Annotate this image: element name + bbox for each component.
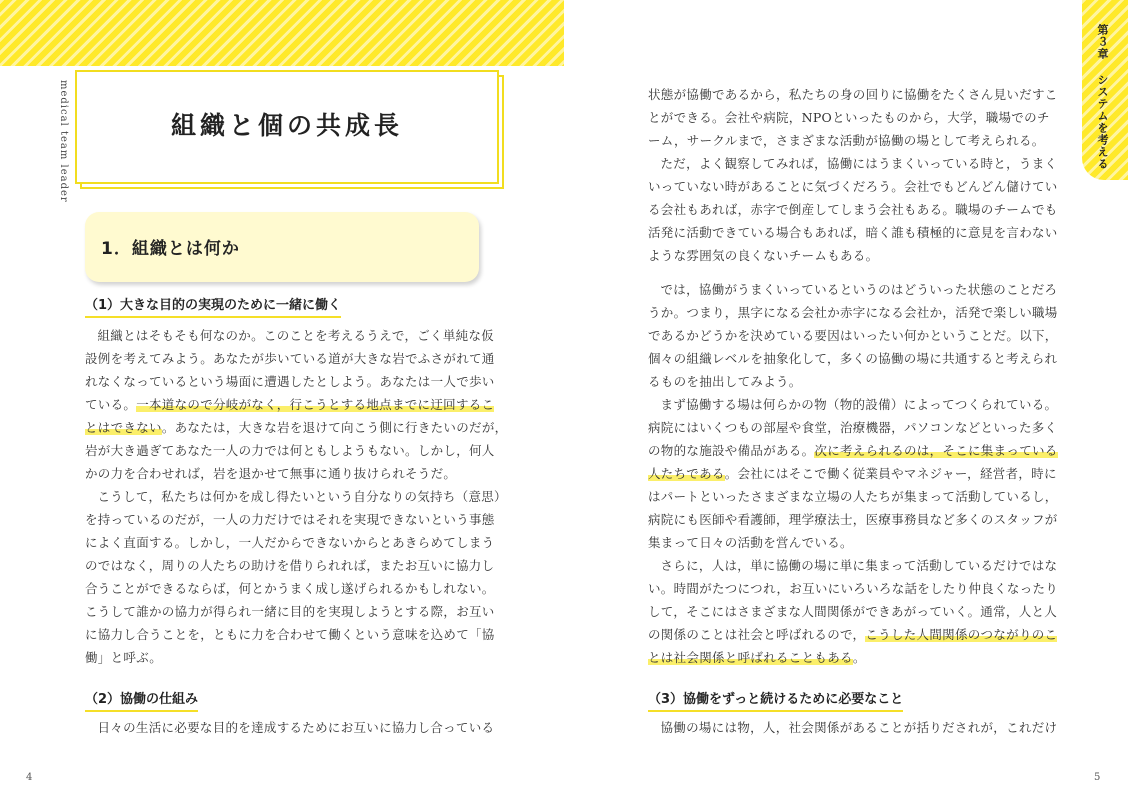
text-span: の物的な施設や備品がある。	[648, 443, 815, 458]
body-text-right-3	[648, 716, 1057, 739]
text-line: では，協働がうまくいっているというのはどういった状態のことだろ	[660, 282, 1058, 297]
text-line: いっていない時があることに気づくだろう。会社でもどんどん儲けてい	[648, 179, 1058, 194]
text-span: 。会社にはそこで働く従業員やマネジャー，経営者，時に	[724, 466, 1057, 481]
subsection-heading-3: （3）協働をずっと続けるために必要なこと	[648, 688, 903, 712]
text-line	[648, 623, 1058, 646]
text-line: 協働の場には物，人，社会関係があることが括りだされが，これだけ	[660, 720, 1058, 735]
text-line: 日々の生活に必要な目的を達成するためにお互いに協力し合っている	[97, 720, 495, 735]
text-line: こうして，私たちは何かを成し得たいという自分なりの気持ち（意思）	[97, 489, 507, 504]
text-line: る会社もあれば，赤字で倒産してしまう会社もある。職場のチームでも	[648, 202, 1058, 217]
text-line: かの力を合わせれば，岩を退かせて無事に通り抜けられそうだ。	[85, 466, 457, 481]
text-line	[85, 416, 507, 439]
highlighted-text: とは社会関係と呼ばれることもある	[648, 650, 853, 665]
highlighted-text: 一本道なので分岐がなく，行こうとする地点までに迂回するこ	[136, 397, 495, 412]
text-line: るものを抽出してみよう。	[648, 374, 802, 389]
text-line: れなくなっているという場面に遭遇したとしよう。あなたは一人で歩い	[85, 374, 495, 389]
text-line: 活発に活動できている場合もあれば，暗く誰も積極的に意見を言わない	[648, 225, 1058, 240]
text-span: ている。	[85, 397, 137, 412]
text-line: さらに，人は，単に協働の場に単に集まって活動しているだけではな	[660, 558, 1058, 573]
chapter-title: システムを考える	[1096, 74, 1109, 170]
text-line: こうして誰かの協力が得られ一緒に目的を実現しようとする際，お互い	[85, 604, 495, 619]
body-text-right-1	[648, 83, 1058, 267]
text-span: 。あなたは，大きな岩を退けて向こう側に行きたいのだが，	[161, 420, 508, 435]
text-line: 働」と呼ぶ。	[85, 650, 163, 665]
text-line: 集まって日々の活動を営んでいる。	[648, 535, 853, 550]
text-line: ただ，よく観察してみれば，協働にはうまくいっている時と，うまく	[660, 156, 1058, 171]
body-text-left-1	[85, 324, 507, 669]
header-stripe	[0, 0, 564, 66]
body-text-right-2	[648, 278, 1058, 669]
text-line	[648, 646, 1058, 669]
text-line: ような雰囲気の良くないチームもある。	[648, 248, 879, 263]
subsection-heading-1: （1）大きな目的の実現のために一緒に働く	[85, 294, 341, 318]
text-line: 組織とはそもそも何なのか。このことを考えるうえで，ごく単純な仮	[97, 328, 495, 343]
text-line: ーム，サークルまで，さまざまな活動が協働の場として考えられる。	[648, 133, 1045, 148]
chapter-label: 第３章	[1096, 24, 1109, 60]
text-line	[648, 439, 1058, 462]
page-number-left: 4	[26, 772, 33, 783]
page-title: 組織と個の共成長	[170, 111, 403, 140]
text-line: 状態が協働であるから，私たちの身の回りに協働をたくさん見いだすこ	[648, 87, 1058, 102]
text-line: であるかどうかを決めている要因はいったい何かということだ。以下，	[648, 328, 1058, 343]
text-line: い。時間がたつにつれ，お互いにいろいろな話をしたり仲良くなったり	[648, 581, 1059, 596]
text-line: はパートといったさまざまな立場の人たちが集まって活動しているし，	[648, 489, 1058, 504]
text-line: して，そこにはさまざまな人間関係ができあがっていく。通常，人と人	[648, 604, 1058, 619]
text-line: を持っているのだが，一人の力だけではそれを実現できないという事態	[85, 512, 495, 527]
section-heading-box	[85, 212, 479, 282]
body-text-left-2	[85, 716, 494, 739]
text-line: に協力し合うことを，ともに力を合わせて働くという意味を込めて「協	[85, 627, 495, 642]
text-line: 設例を考えてみよう。あなたが歩いている道が大きな岩でふさがれて通	[85, 351, 495, 366]
running-head: medical team leader	[58, 80, 69, 203]
subsection-heading-2: （2）協働の仕組み	[85, 688, 198, 712]
text-line: 岩が大き過ぎてあなた一人の力では何ともしようもない。しかし，何人	[85, 443, 495, 458]
text-line: とができる。会社や病院，NPOといったものから，大学，職場でのチ	[648, 110, 1050, 125]
text-span: の関係のことは社会と呼ばれるので，	[648, 627, 866, 642]
text-line: 個々の組織レベルを抽象化して，多くの協働の場に共通すると考えられ	[648, 351, 1058, 366]
text-line	[85, 393, 507, 416]
page-number-right: 5	[1094, 772, 1101, 783]
text-line	[648, 462, 1058, 485]
text-line: うか。つまり，黒字になる会社か赤字になる会社か，活発で楽しい職場	[648, 305, 1058, 320]
text-line: 病院にはいくつもの部屋や食堂，治療機器，パソコンなどといった多く	[648, 420, 1058, 435]
text-span: 。	[852, 650, 866, 665]
section-title: 1．組織とは何か	[101, 239, 240, 259]
highlighted-text: こうした人間関係のつながりのこ	[865, 627, 1058, 642]
highlighted-text: 次に考えられるのは，そこに集まっている	[814, 443, 1058, 458]
text-line: のではなく，周りの人たちの助けを借りられれば，またお互いに協力し	[85, 558, 495, 573]
title-box	[75, 70, 499, 184]
text-line: によく直面する。しかし，一人だからできないからとあきらめてしまう	[85, 535, 495, 550]
text-line: まず協働する場は何らかの物（物的設備）によってつくられている。	[660, 397, 1058, 412]
highlighted-text: とはできない	[85, 420, 162, 435]
text-line: 合うことができるならば，何とかうまく成し遂げられるかもしれない。	[85, 581, 495, 596]
chapter-tab	[1082, 0, 1128, 180]
text-line: 病院にも医師や看護師，理学療法士，医療事務員など多くのスタッフが	[648, 512, 1058, 527]
highlighted-text: 人たちである	[648, 466, 725, 481]
